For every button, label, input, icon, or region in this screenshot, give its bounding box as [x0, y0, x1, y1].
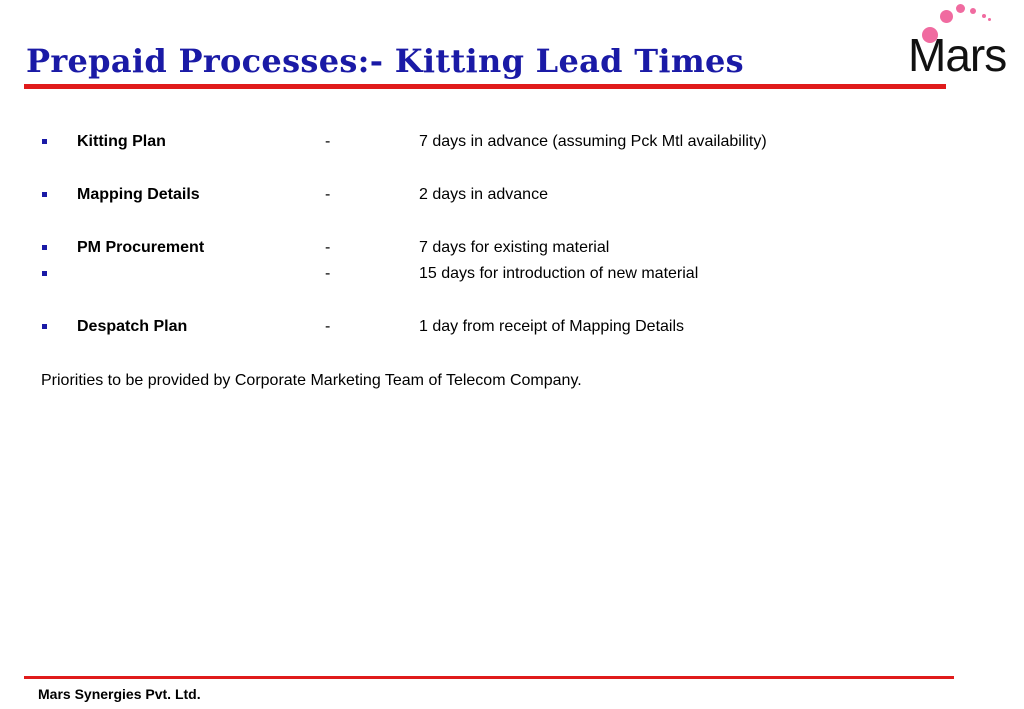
list-item — [0, 184, 1024, 206]
item-label: Kitting Plan — [77, 133, 166, 150]
list-item — [0, 237, 1024, 259]
item-label: Mapping Details — [77, 186, 200, 203]
bullet-icon — [42, 271, 47, 276]
logo-wordmark: Mars — [908, 29, 1007, 81]
item-value: 7 days for existing material — [419, 239, 610, 256]
logo-dot — [970, 8, 976, 14]
list-item — [0, 263, 1024, 285]
title-divider — [24, 84, 946, 89]
mars-logo — [904, 2, 1019, 82]
item-value: 2 days in advance — [419, 186, 548, 203]
footer-divider — [24, 676, 954, 679]
logo-dot — [956, 4, 965, 13]
logo-dot — [988, 18, 991, 21]
bullet-icon — [42, 245, 47, 250]
item-label: Despatch Plan — [77, 318, 188, 335]
item-separator: - — [325, 265, 331, 282]
item-value: 7 days in advance (assuming Pck Mtl availability) — [419, 133, 767, 150]
bullet-icon — [42, 192, 47, 197]
priority-note: Priorities to be provided by Corporate Marketing Team of Telecom Company. — [41, 372, 582, 389]
item-value: 1 day from receipt of Mapping Details — [419, 318, 685, 335]
logo-dot — [982, 14, 986, 18]
item-separator: - — [325, 318, 331, 335]
item-separator: - — [325, 186, 331, 203]
logo-dot — [940, 10, 953, 23]
item-separator: - — [325, 133, 331, 150]
bullet-icon — [42, 324, 47, 329]
item-separator: - — [325, 239, 331, 256]
item-value: 15 days for introduction of new material — [419, 265, 699, 282]
slide-title: Prepaid Processes:- Kitting Lead Times — [26, 42, 744, 80]
item-label: PM Procurement — [77, 239, 205, 256]
list-item — [0, 131, 1024, 153]
bullet-icon — [42, 139, 47, 144]
footer-company: Mars Synergies Pvt. Ltd. — [38, 686, 201, 702]
list-item — [0, 316, 1024, 338]
